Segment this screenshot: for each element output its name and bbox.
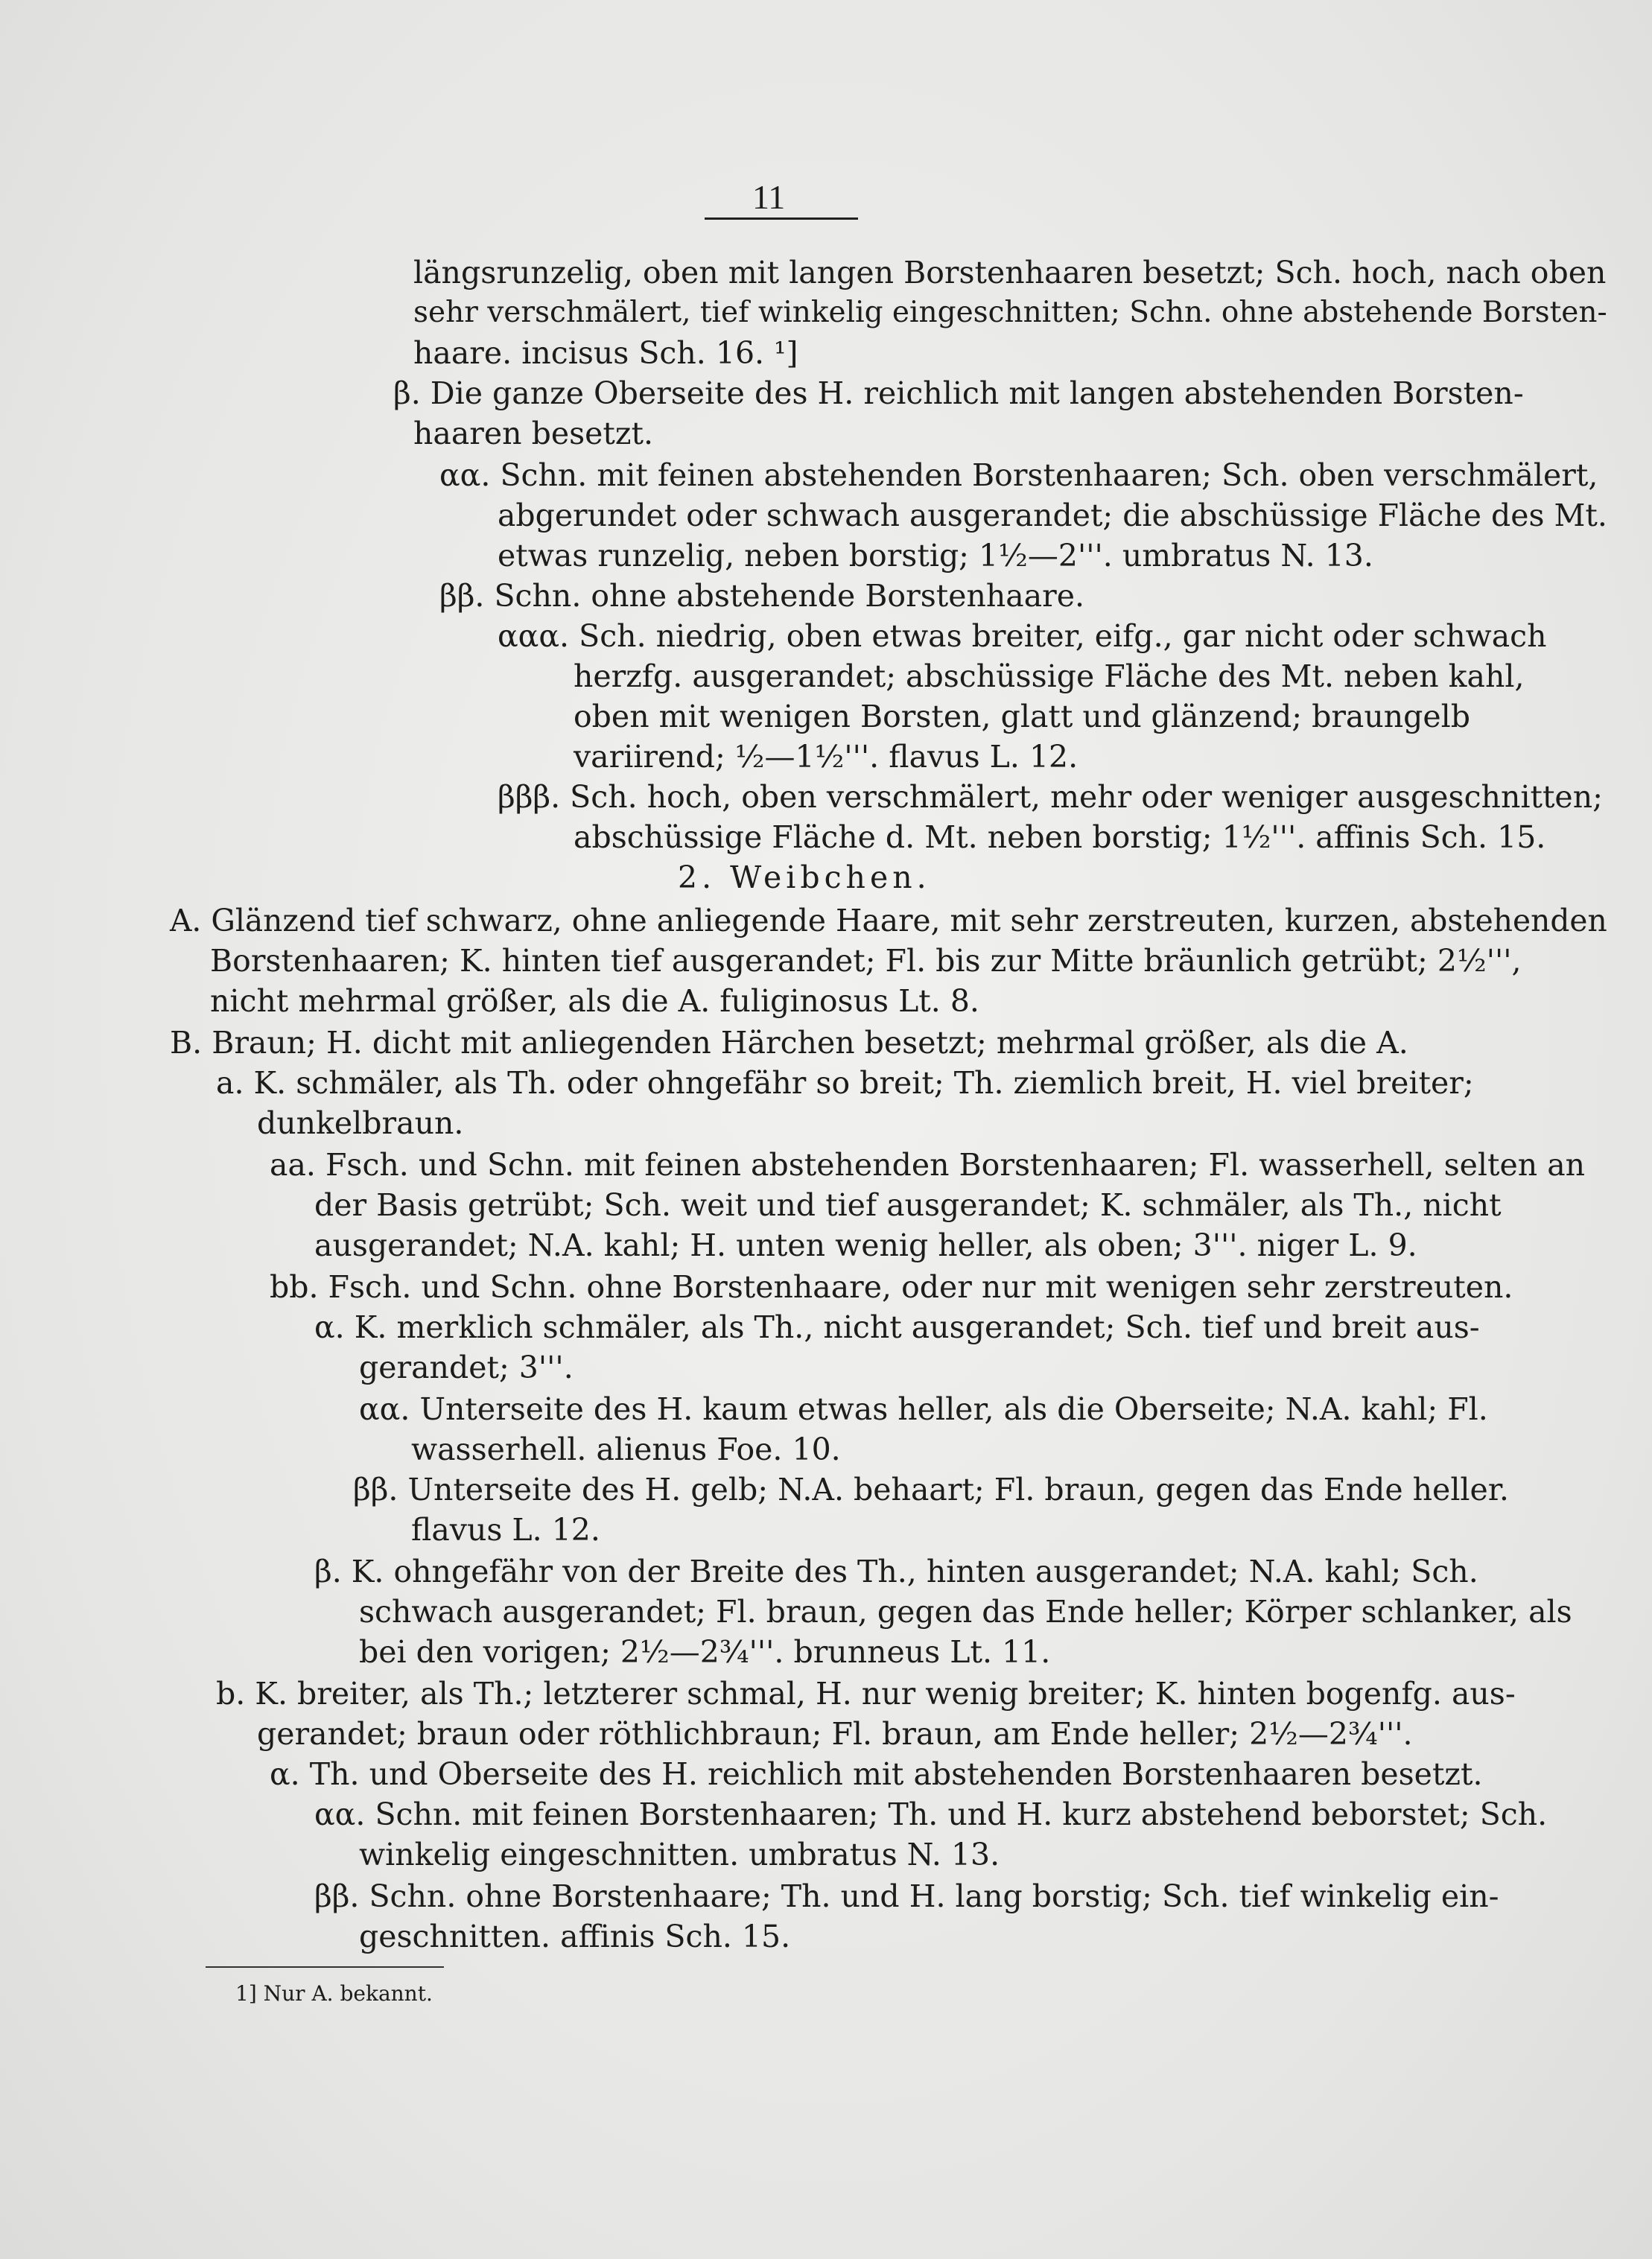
text-line: αα. Schn. mit feinen Borstenhaaren; Th. und H. kurz abstehend beborstet; Sch. <box>314 1796 1548 1832</box>
text-line: bb. Fsch. und Schn. ohne Borstenhaare, oder nur mit wenigen sehr zerstreuten. <box>270 1269 1513 1305</box>
footnote: 1] Nur A. bekannt. <box>235 1981 433 2006</box>
text-line: haare. incisus Sch. 16. ¹] <box>413 335 798 371</box>
text-line: αα. Unterseite des H. kaum etwas heller, als die Oberseite; N.A. kahl; Fl. <box>359 1391 1488 1427</box>
text-line: der Basis getrübt; Sch. weit und tief ausgerandet; K. schmäler, als Th., nicht <box>314 1187 1502 1223</box>
text-line: abgerundet oder schwach ausgerandet; die abschüssige Fläche des Mt. <box>498 498 1607 533</box>
text-line: ααα. Sch. niedrig, oben etwas breiter, eifg., gar nicht oder schwach <box>498 618 1547 654</box>
text-line: schwach ausgerandet; Fl. braun, gegen das Ende heller; Körper schlanker, als <box>359 1594 1572 1630</box>
text-line: wasserhell. alienus Foe. 10. <box>411 1432 841 1467</box>
text-line: variirend; ½—1½'''. flavus L. 12. <box>574 739 1078 775</box>
text-line: aa. Fsch. und Schn. mit feinen abstehenden Borstenhaaren; Fl. wasserhell, selten an <box>270 1147 1586 1183</box>
text-line: sehr verschmälert, tief winkelig eingeschnitten; Schn. ohne abstehende Borsten- <box>413 296 1607 329</box>
text-line: Borstenhaaren; K. hinten tief ausgerandet; Fl. bis zur Mitte bräunlich getrübt; 2½''', <box>210 943 1522 979</box>
text-line: B. Braun; H. dicht mit anliegenden Härchen besetzt; mehrmal größer, als die A. <box>170 1025 1408 1061</box>
section-heading: 2. Weibchen. <box>678 860 931 895</box>
text-line: α. K. merklich schmäler, als Th., nicht ausgerandet; Sch. tief und breit aus- <box>314 1309 1480 1345</box>
text-line: αα. Schn. mit feinen abstehenden Borstenhaaren; Sch. oben verschmälert, <box>439 457 1598 493</box>
text-line: A. Glänzend tief schwarz, ohne anliegende Haare, mit sehr zerstreuten, kurzen, abstehenden <box>170 903 1607 938</box>
text-line: ββ. Unterseite des H. gelb; N.A. behaart; Fl. braun, gegen das Ende heller. <box>353 1472 1509 1507</box>
text-line: ausgerandet; N.A. kahl; H. unten wenig heller, als oben; 3'''. niger L. 9. <box>314 1227 1417 1263</box>
text-line: flavus L. 12. <box>411 1512 600 1548</box>
footnote-rule <box>206 1966 444 1968</box>
text-line: abschüssige Fläche d. Mt. neben borstig; 1½'''. affinis Sch. 15. <box>574 819 1546 855</box>
text-line: a. K. schmäler, als Th. oder ohngefähr so breit; Th. ziemlich breit, H. viel breiter; <box>216 1065 1474 1101</box>
text-line: etwas runzelig, neben borstig; 1½—2'''. umbratus N. 13. <box>498 538 1373 574</box>
text-line: b. K. breiter, als Th.; letzterer schmal, H. nur wenig breiter; K. hinten bogenfg. aus- <box>216 1676 1516 1712</box>
text-line: dunkelbraun. <box>257 1105 464 1141</box>
text-line: längsrunzelig, oben mit langen Borstenhaaren besetzt; Sch. hoch, nach oben <box>413 255 1607 290</box>
text-line: haaren besetzt. <box>413 416 653 451</box>
text-line: winkelig eingeschnitten. umbratus N. 13. <box>359 1837 1000 1872</box>
text-line: gerandet; braun oder röthlichbraun; Fl. braun, am Ende heller; 2½—2¾'''. <box>257 1716 1413 1752</box>
text-line: ββ. Schn. ohne abstehende Borstenhaare. <box>439 578 1085 614</box>
text-line: gerandet; 3'''. <box>359 1350 574 1385</box>
text-line: α. Th. und Oberseite des H. reichlich mit abstehenden Borstenhaaren besetzt. <box>270 1756 1483 1792</box>
text-line: bei den vorigen; 2½—2¾'''. brunneus Lt. 11. <box>359 1634 1051 1670</box>
text-line: geschnitten. affinis Sch. 15. <box>359 1919 791 1954</box>
text-line: oben mit wenigen Borsten, glatt und glänzend; braungelb <box>574 699 1471 734</box>
header-rule <box>705 217 858 220</box>
text-line: ββ. Schn. ohne Borstenhaare; Th. und H. lang borstig; Sch. tief winkelig ein- <box>314 1878 1499 1914</box>
page-number: 11 <box>752 178 786 216</box>
text-line: herzfg. ausgerandet; abschüssige Fläche des Mt. neben kahl, <box>574 658 1525 694</box>
text-line: nicht mehrmal größer, als die A. fuliginosus Lt. 8. <box>210 983 979 1019</box>
text-line: βββ. Sch. hoch, oben verschmälert, mehr oder weniger ausgeschnitten; <box>498 779 1603 815</box>
text-line: β. Die ganze Oberseite des H. reichlich mit langen abstehenden Borsten- <box>393 375 1524 411</box>
text-line: β. K. ohngefähr von der Breite des Th., hinten ausgerandet; N.A. kahl; Sch. <box>314 1554 1478 1589</box>
